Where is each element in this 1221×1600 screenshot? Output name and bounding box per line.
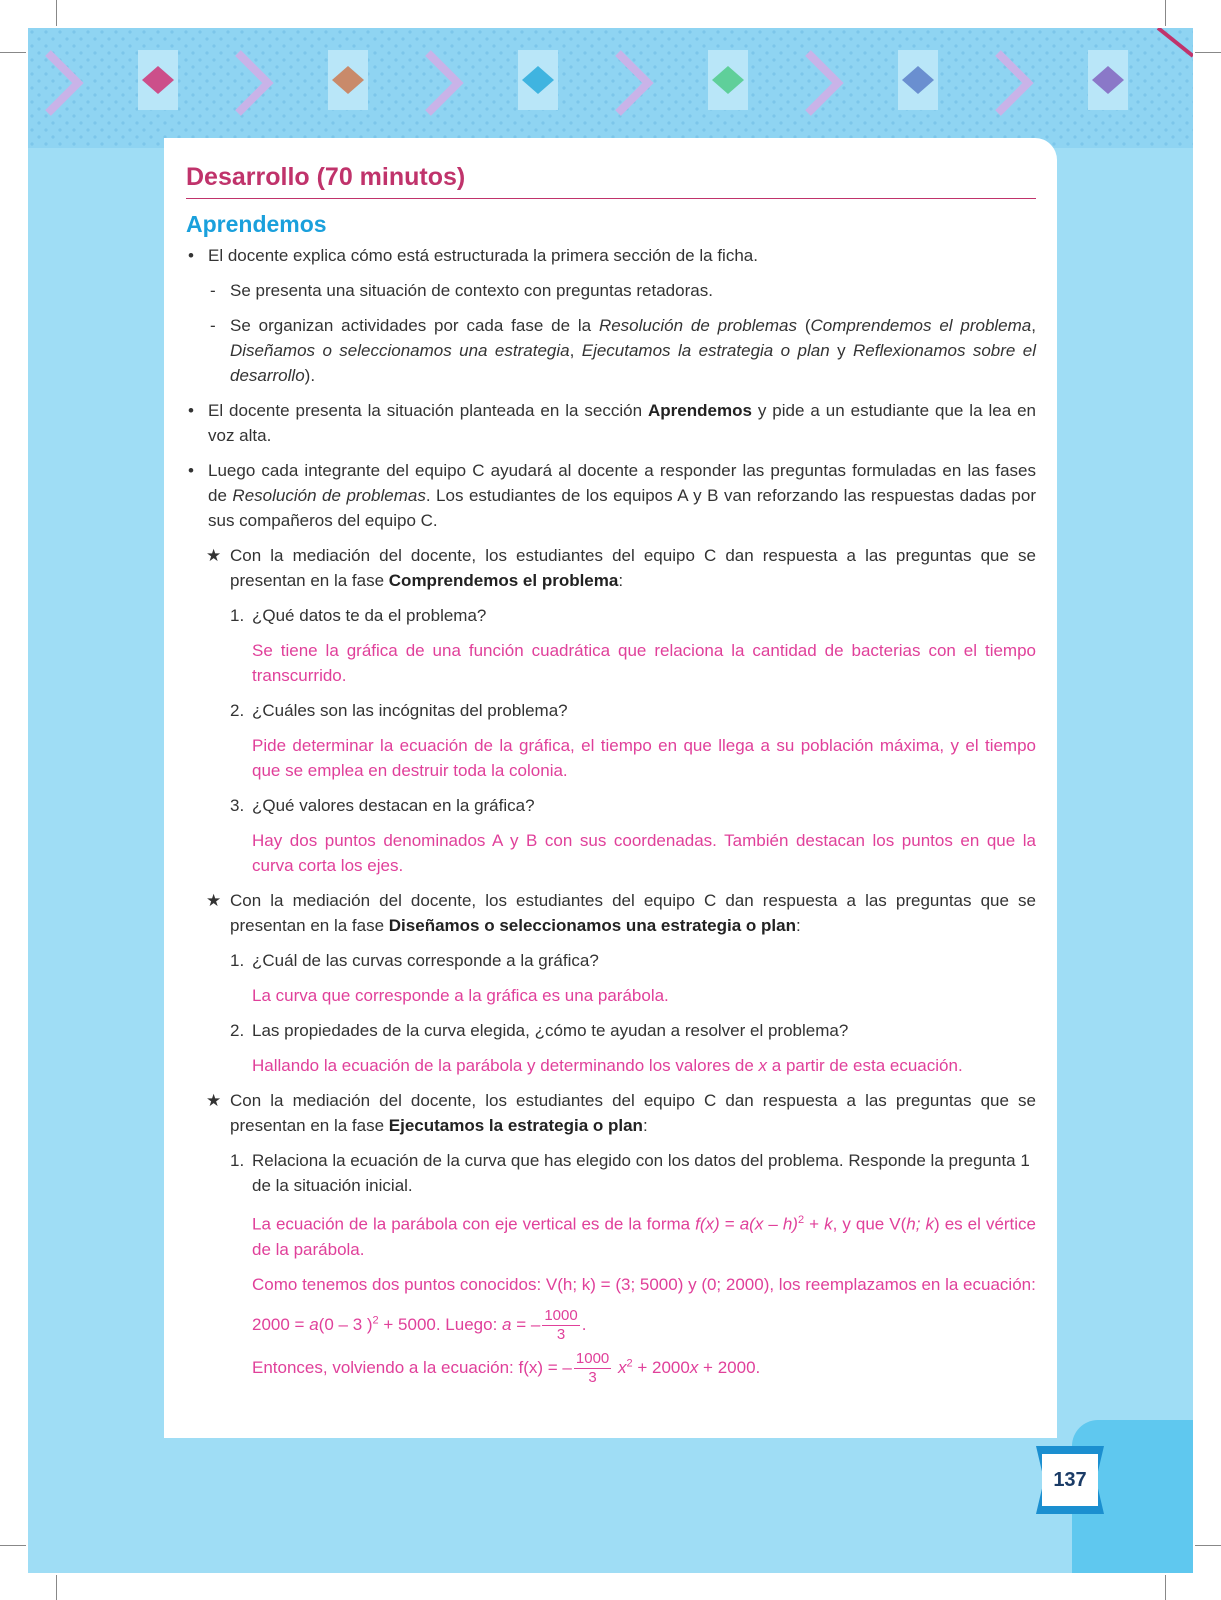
- star-icon: ★: [206, 546, 222, 565]
- decorative-banner: [28, 28, 1193, 148]
- crop-mark: [0, 52, 26, 53]
- bullet-item: • El docente presenta la situación planteada en la sección Aprendemos y pide a un estudiante que la lea en voz alta.: [186, 398, 1036, 448]
- answer-text: Hallando la ecuación de la parábola y determinando los valores de x a partir de esta ecuación.: [252, 1056, 963, 1075]
- crop-mark: [1165, 1575, 1166, 1600]
- crop-mark: [56, 1575, 57, 1600]
- section-title: Aprendemos: [186, 211, 327, 237]
- crop-mark: [56, 0, 57, 26]
- dash-item: - Se organizan actividades por cada fase de la Resolución de problemas (Comprendemos el problema, Diseñamos o seleccionamos una estrategia, Ejecutamos la estrategia o plan y Reflexionamos sobre el desarrollo).: [186, 313, 1036, 388]
- equation-line: Entonces, volviendo a la ecuación: f(x) = – $\frac{1000}{3}$ $x^2 + 2000x + 2000$.: [252, 1349, 761, 1386]
- question-item: 3. ¿Qué valores destacan en la gráfica?: [230, 796, 535, 815]
- crop-mark: [1165, 0, 1166, 26]
- answer-text: La curva que corresponde a la gráfica es una parábola.: [252, 986, 669, 1005]
- crop-mark: [1195, 1545, 1221, 1546]
- answer-text: Se tiene la gráfica de una función cuadrática que relaciona la cantidad de bacterias con el tiempo transcurrido.: [252, 641, 1036, 685]
- answer-text: La ecuación de la parábola con eje vertical es de la forma f(x) = a(x – h)$^2$ + k, y que V(h; k) es el vértice de la parábola.: [252, 1214, 1037, 1259]
- question-item: 1. ¿Qué datos te da el problema?: [230, 606, 487, 625]
- fraction: $\frac{1000}{3}$: [575, 1349, 610, 1386]
- dash-item: - Se presenta una situación de contexto con preguntas retadoras.: [186, 278, 1036, 303]
- crop-mark: [1195, 52, 1221, 53]
- answer-text: Como tenemos dos puntos conocidos: V(h; k) = (3; 5000) y (0; 2000), los reemplazamos en la ecuación:: [252, 1274, 1036, 1294]
- star-icon: ★: [206, 1091, 222, 1110]
- star-item: ★ Con la mediación del docente, los estudiantes del equipo C dan respuesta a las preguntas que se presentan en la fase Diseñamos o seleccionamos una estrategia o plan:: [186, 888, 1036, 938]
- star-item: ★ Con la mediación del docente, los estudiantes del equipo C dan respuesta a las preguntas que se presentan en la fase Comprendemos el problema:: [186, 543, 1036, 593]
- question-item: 1. Relaciona la ecuación de la curva que has elegido con los datos del problema. Responde la pregunta 1 de la situación inicial.: [230, 1151, 1030, 1195]
- bullet-item: • Luego cada integrante del equipo C ayudará al docente a responder las preguntas formuladas en las fases de Resolución de problemas. Los estudiantes de los equipos A y B van reforzando las respuestas dadas por sus compañeros del equipo C.: [186, 458, 1036, 533]
- question-item: 2. ¿Cuáles son las incógnitas del problema?: [230, 701, 568, 720]
- star-item: ★ Con la mediación del docente, los estudiantes del equipo C dan respuesta a las preguntas que se presentan en la fase Ejecutamos la estrategia o plan:: [186, 1088, 1036, 1138]
- answer-text: Pide determinar la ecuación de la gráfica, el tiempo en que llega a su población máxima, y el tiempo que se emplea en destruir toda la colonia.: [252, 736, 1036, 780]
- bullet-item: • El docente explica cómo está estructurada la primera sección de la ficha.: [186, 243, 1036, 268]
- question-item: 2. Las propiedades de la curva elegida, ¿cómo te ayudan a resolver el problema?: [230, 1021, 849, 1040]
- question-item: 1. ¿Cuál de las curvas corresponde a la gráfica?: [230, 951, 599, 970]
- page-number: 137: [1053, 1468, 1087, 1491]
- answer-text: Hay dos puntos denominados A y B con sus coordenadas. También destacan los puntos en que la curva corta los ejes.: [252, 831, 1036, 875]
- fraction: $\frac{1000}{3}$: [544, 1306, 578, 1343]
- crop-mark: [0, 1545, 26, 1546]
- star-icon: ★: [206, 891, 222, 910]
- equation-line: 2000 = a(0 – 3 )$^2$ + 5000. Luego: a = – $\frac{1000}{3}$ .: [252, 1306, 587, 1343]
- main-content: [186, 160, 1036, 1393]
- page-title: Desarrollo (70 minutos): [186, 160, 1036, 199]
